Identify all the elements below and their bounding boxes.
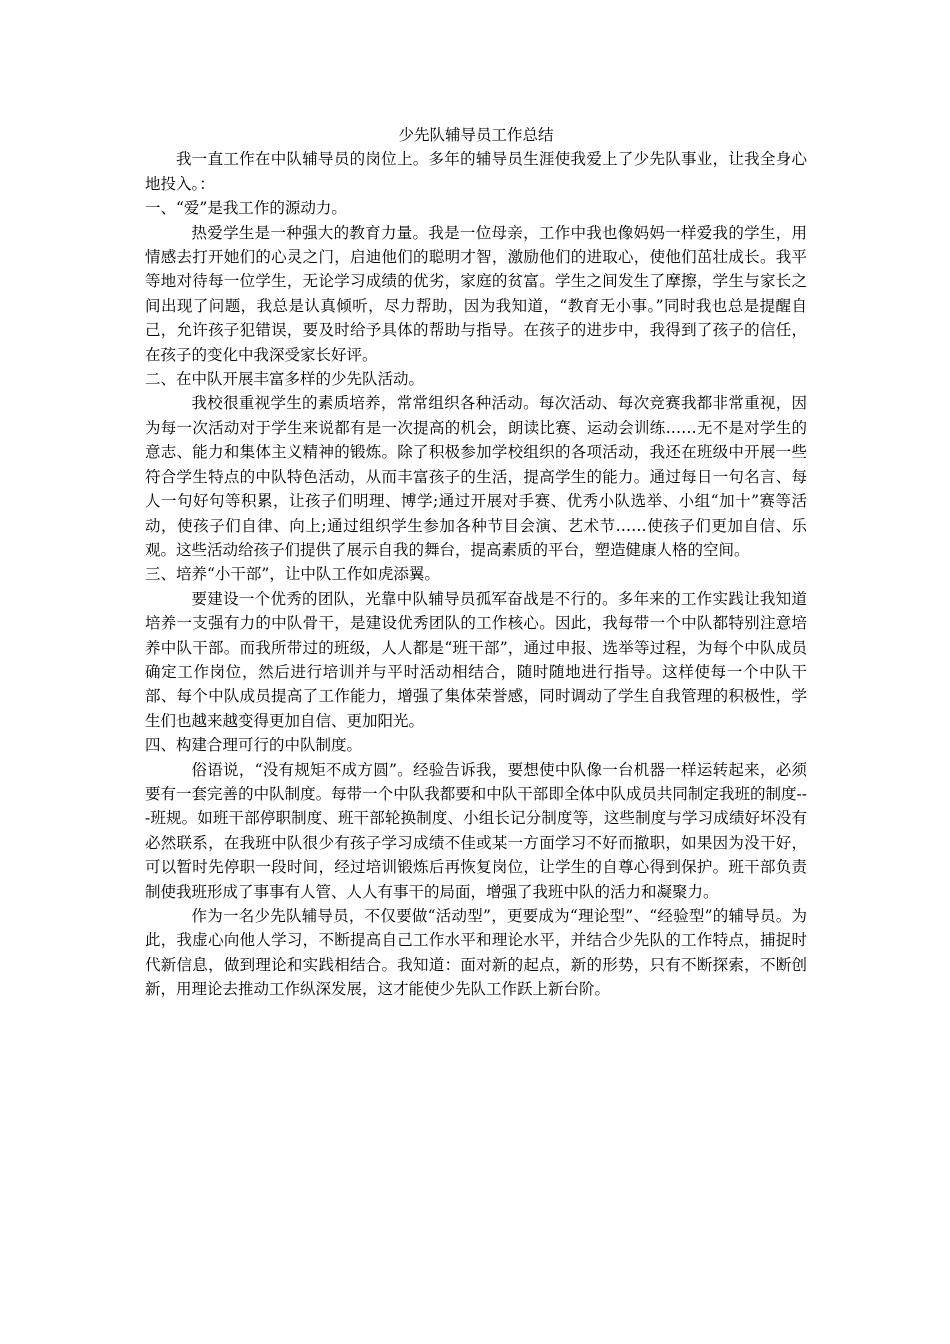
section-heading-4: 四、构建合理可行的中队制度。 [145,736,363,755]
section-body-4: 俗语说，“没有规矩不成方圆”。经验告诉我，要想使中队像一台机器一样运转起来，必须要有一套完善的中队制度。每带一个中队我都要和中队干部即全体中队成员共同制定我班的制度---班规。如班干部停职制度、班干部轮换制度、小组长记分制度等，这些制度与学习成绩好坏没有必然联系，在我班中队很少有孩子学习成绩不佳或某一方面学习不好而撤职，如果因为没干好，可以暂时先停职一段时间，经过培训锻炼后再恢复岗位，让学生的自尊心得到保护。班干部负责制使我班形成了事事有人管、人人有事干的局面，增强了我班中队的活力和凝聚力。 [145,760,807,901]
section-heading-1: 一、“爱”是我工作的源动力。 [145,199,347,218]
document-title: 少先队辅导员工作总结 [398,126,554,144]
closing-paragraph: 作为一名少先队辅导员，不仅要做“活动型”，更要成为“理论型”、“经验型”的辅导员。为此，我虚心向他人学习，不断提高自己工作水平和理论水平，并结合少先队的工作特点，捕捉时代新信息，做到理论和实践相结合。我知道：面对新的起点，新的形势，只有不断探索，不断创新，用理论去推动工作纵深发展，这才能使少先队工作跃上新台阶。 [145,907,807,999]
section-body-3: 要建设一个优秀的团队，光靠中队辅导员孤军奋战是不行的。多年来的工作实践让我知道培养一支强有力的中队骨干，是建设优秀团队的工作核心。因此，我每带一个中队都特别注意培养中队干部。而我所带过的班级，人人都是“班干部”，通过申报、选举等过程，为每个中队成员确定工作岗位，然后进行培训并与平时活动相结合，随时随地进行指导。这样使每一个中队干部、每个中队成员提高了工作能力，增强了集体荣誉感，同时调动了学生自我管理的积极性，学生们也越来越变得更加自信、更加阳光。 [145,589,807,730]
section-body-1: 热爱学生是一种强大的教育力量。我是一位母亲，工作中我也像妈妈一样爱我的学生，用情感去打开她们的心灵之门，启迪他们的聪明才智，激励他们的进取心，使他们茁壮成长。我平等地对待每一位学生，无论学习成绩的优劣，家庭的贫富。学生之间发生了摩擦，学生与家长之间出现了问题，我总是认真倾听，尽力帮助，因为我知道，“教育无小事。”同时我也总是提醒自己，允许孩子犯错误，要及时给予具体的帮助与指导。在孩子的进步中，我得到了孩子的信任，在孩子的变化中我深受家长好评。 [145,223,807,364]
intro-paragraph: 我一直工作在中队辅导员的岗位上。多年的辅导员生涯使我爱上了少先队事业，让我全身心地投入。： [145,150,807,193]
section-heading-3: 三、培养“小干部”，让中队工作如虎添翼。 [145,565,440,584]
document-body [145,123,807,1002]
section-heading-2: 二、在中队开展丰富多样的少先队活动。 [145,370,425,389]
section-body-2: 我校很重视学生的素质培养，常常组织各种活动。每次活动、每次竞赛我都非常重视，因为每一次活动对于学生来说都有是一次提高的机会，朗读比赛、运动会训练……无不是对学生的意志、能力和集体主义精神的锻炼。除了积极参加学校组织的各项活动，我还在班级中开展一些符合学生特点的中队特色活动，从而丰富孩子的生活，提高学生的能力。通过每日一句名言、每人一句好句等积累，让孩子们明理、博学;通过开展对手赛、优秀小队选举、小组“加十”赛等活动，使孩子们自律、向上;通过组织学生参加各种节目会演、艺术节……使孩子们更加自信、乐观。这些活动给孩子们提供了展示自我的舞台，提高素质的平台，塑造健康人格的空间。 [145,394,807,559]
